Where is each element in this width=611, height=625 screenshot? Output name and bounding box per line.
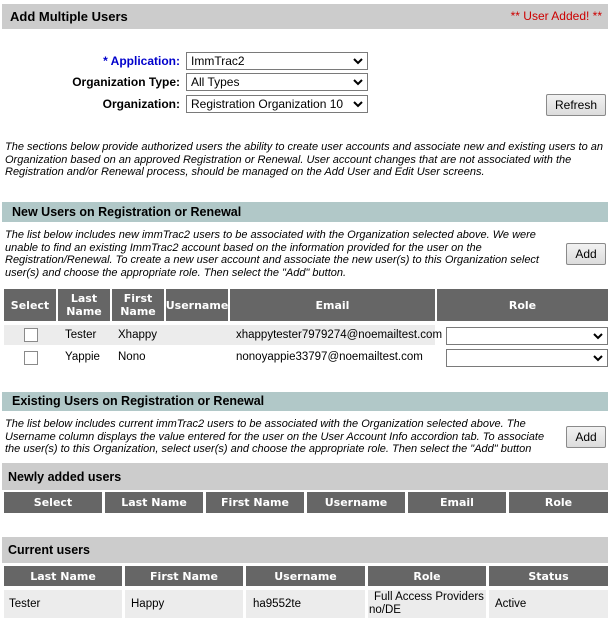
col-email: Email [230,289,435,321]
new-users-title: New Users on Registration or Renewal [12,205,242,219]
chevron-down-icon [352,75,364,89]
col-username: Username [246,566,365,586]
application-select[interactable] [186,52,368,70]
cell-role: Full Access Providers no/DE [369,591,484,616]
cell-last-name: Yappie [65,351,100,363]
row-select-checkbox[interactable] [24,351,38,365]
chevron-down-icon [592,329,604,343]
application-label: * Application: [103,54,180,68]
col-email: Email [408,492,506,513]
existing-users-description: The list below includes current immTrac2 users to be associated with the Organization selected above. The Username column displays the value entered for the user on the User Account Info accordion tab. To associate the user(s) to this Organization, select user(s) and choose the appropriate role. Then select the "Add" button [5,418,545,455]
newly-added-title: Newly added users [8,470,122,484]
organization-select[interactable] [186,95,368,113]
cell-last-name: Tester [9,598,41,610]
col-first-name: First Name [125,566,243,586]
row-select-checkbox[interactable] [24,328,38,342]
cell-email: nonoyappie33797@noemailtest.com [236,351,423,363]
status-message: ** User Added! ** [510,9,602,23]
organization-type-label: Organization Type: [72,75,180,89]
organization-type-select[interactable] [186,73,368,91]
cell-first-name: Happy [131,598,165,610]
cell-username: ha9552te [253,598,301,610]
organization-type-value: All Types [191,75,240,89]
role-select[interactable] [446,327,608,345]
existing-users-title: Existing Users on Registration or Renewal [12,394,265,408]
new-users-header [2,202,608,222]
col-role: Role [437,289,608,321]
col-username: Username [307,492,405,513]
chevron-down-icon [352,97,364,111]
existing-users-header [2,392,608,411]
intro-text: The sections below provide authorized users the ability to create user accounts and associate new and existing users to an Organization based on an approved Registration or Renewal. User account changes that are not associated with the Registration and/or Renewal process, should be managed on the Add User and Edit User screens. [5,141,604,178]
chevron-down-icon [592,351,604,365]
col-status: Status [489,566,608,586]
role-select[interactable] [446,349,608,367]
page-header [2,4,608,29]
cell-last-name: Tester [65,329,97,341]
current-users-title: Current users [8,543,90,557]
cell-email: xhappytester7979274@noemailtest.com [236,329,443,341]
page-title: Add Multiple Users [10,9,128,24]
cell-first-name: Xhappy [118,329,158,341]
cell-status: Active [495,598,527,610]
col-username: Username [166,289,228,321]
newly-added-header [2,463,608,490]
organization-value: Registration Organization 10 [191,97,344,111]
col-last-name: Last Name [58,289,110,321]
organization-label: Organization: [102,97,180,111]
col-role: Role [368,566,486,586]
existing-users-add-button[interactable]: Add [566,426,606,448]
cell-first-name: Nono [118,351,146,363]
col-first-name: First Name [206,492,304,513]
new-users-add-button[interactable]: Add [566,243,606,265]
new-users-description: The list below includes new immTrac2 users to be associated with the Organization selected above. We were unable to find an existing ImmTrac2 account based on the information provided for the user on the Registration/Renewal. To create a new user account and associate the new user(s) to this Organization select user(s) and choose the appropriate role. Then select the "Add" button. [5,229,539,279]
col-last-name: Last Name [4,566,122,586]
col-first-name: First Name [112,289,164,321]
refresh-button[interactable]: Refresh [546,94,606,116]
col-role: Role [509,492,608,513]
chevron-down-icon [352,54,364,68]
application-value: ImmTrac2 [191,54,245,68]
current-users-header [2,537,608,563]
col-select: Select [4,492,102,513]
col-last-name: Last Name [105,492,203,513]
col-select: Select [4,289,56,321]
